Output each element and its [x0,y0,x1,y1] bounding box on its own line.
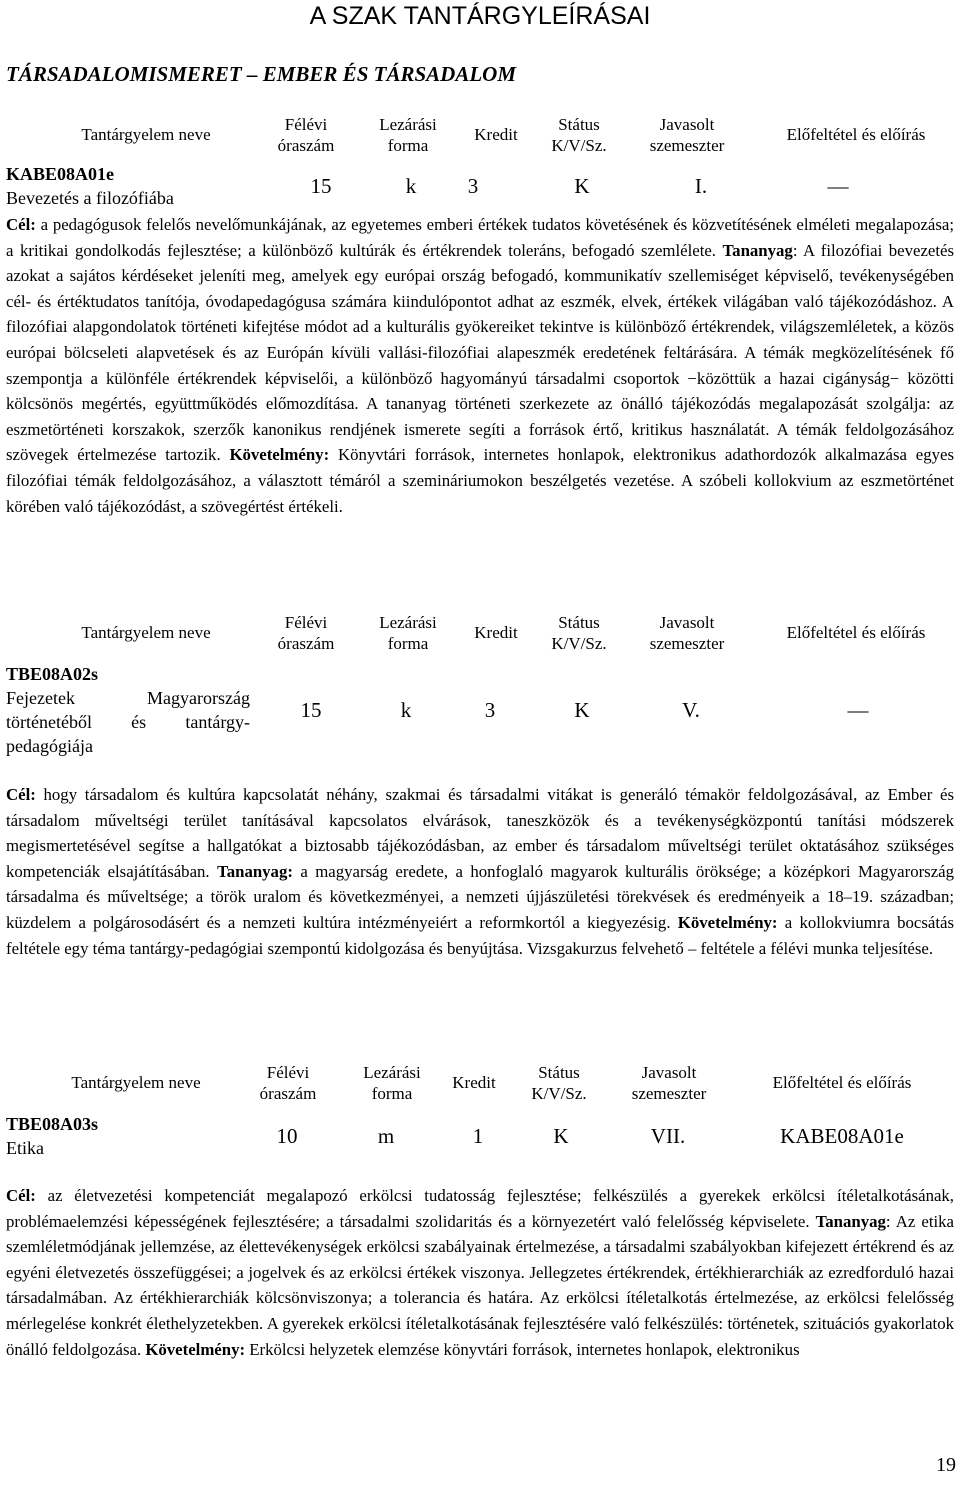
header-semester: Javasolt szemeszter [649,613,725,653]
course-exam: k [400,698,412,722]
course-hours: 15 [310,174,332,198]
header-credit: Kredit [474,623,518,642]
course-prereq: KABE08A01e [780,1124,904,1148]
header-prereq: Előfeltétel és előírás [786,125,926,144]
page-title: A SZAK TANTÁRGYLEÍRÁSAI [309,2,651,30]
course-status: K [574,698,590,722]
header-semester: Javasolt szemeszter [649,115,725,155]
header-hours: Félévi óraszám [277,613,335,653]
course-status: K [574,174,590,198]
course-block-1 [6,114,956,516]
course-description: Cél: hogy társadalom és kultúra kapcsolatát néhány, szakmai és társadalmi vitákat is generáló témakör feldolgozásával, az Ember és társadalom műveltségi terület tanításával kapcsolatos elvárások, taneszközök és a tevékenységközpontú tanítási módszerek megismertetésével segítse a hallgatókat a biztosabb tájékozódásban, az ember és társadalom műveltségi terület oktatásához szükséges kompetenciák elsajátításában. Tananyag: a magyarság eredete, a honfoglaló magyarok kulturális öröksége; a középkori Magyarország társadalma és műveltsége; a török uralom és következményei, a nemzeti újjászületési törekvések és eredményeik a 18–19. században; küzdelem a polgárosodásért és a nemzeti kultúra intézményeiért a reformkortól a kiegyezésig. Követelmény: a kollokviumra bocsátás feltétele egy téma tantárgy-pedagógiai szempontú kidolgozása és benyújtása. Vizsgakurzus felvehető – feltétele a félévi munka teljesítése. [6,785,954,958]
course-semester: V. [682,698,700,722]
course-header-row [6,612,956,660]
header-exam: Lezárási forma [379,613,437,653]
header-status: Státus K/V/Sz. [551,115,607,155]
header-semester: Javasolt szemeszter [631,1063,707,1103]
header-prereq: Előfeltétel és előírás [772,1073,912,1092]
course-semester: VII. [650,1124,686,1148]
header-status: Státus K/V/Sz. [551,613,607,653]
course-header-row [6,114,956,162]
course-prereq: — [847,698,869,722]
course-credit: 3 [467,174,479,198]
course-semester: I. [694,174,708,198]
header-credit: Kredit [474,125,518,144]
course-exam: k [405,174,417,198]
header-status: Státus K/V/Sz. [531,1063,587,1103]
course-credit: 3 [484,698,496,722]
course-credit: 1 [472,1124,484,1148]
header-hours: Félévi óraszám [259,1063,317,1103]
course-description: Cél: az életvezetési kompetenciát megalapozó erkölcsi tudatosság fejlesztése; felkészülés a gyerekek erkölcsi ítéletalkotásának, problémaelemzési képességének fejlesztésére; a társadalmi szolidaritás és a környezetért való felelősség képviselete. Tananyag: Az etika szemléletmódjának jellemzése, az élettevékenységek erkölcsi szabályainak értelmezése, a társadalmi szabályokban kifejezett értékrend és az egyéni életvezetés összefüggései; a jogelvek és az erkölcsi értékek viszonya. Jellegzetes értékrendek, értékhierarchiák az ezredforduló hazai társadalmában. Az értékhierarchiák kölcsönviszonya; a tolerancia és határa. Az erkölcsi ítéletalkotás értelmezése, az erkölcsi felelősség mérlegelése konkrét élethelyzetekben. A gyerekek erkölcsi ítéletalkotásának fejlesztésére való felkészülés: történetek, szituációs gyakorlatok önálló feldolgozása. Követelmény: Erkölcsi helyzetek elemzése könyvtári források, internetes honlapok, elektronikus [6,1186,954,1359]
course-code-name: TBE08A02s Fejezetek Magyarország történetéből és tantárgy-pedagógiája [6,664,250,756]
page-number: 19 [936,1454,956,1476]
course-block-3 [6,1062,956,1359]
course-exam: m [377,1124,395,1148]
course-header-row [6,1062,956,1110]
course-code-name: TBE08A03s Etika [6,1114,99,1158]
header-name: Tantárgyelem neve [81,623,211,642]
course-prereq: — [827,174,849,198]
course-status: K [553,1124,569,1148]
section-title: TÁRSADALOMISMERET – EMBER ÉS TÁRSADALOM [6,62,516,86]
header-hours: Félévi óraszám [277,115,335,155]
header-credit: Kredit [452,1073,496,1092]
header-exam: Lezárási forma [379,115,437,155]
header-exam: Lezárási forma [363,1063,421,1103]
header-prereq: Előfeltétel és előírás [786,623,926,642]
header-name: Tantárgyelem neve [71,1073,201,1092]
header-name: Tantárgyelem neve [81,125,211,144]
course-block-2 [6,612,956,958]
course-hours: 10 [276,1124,298,1148]
course-hours: 15 [300,698,322,722]
course-code-name: KABE08A01e Bevezetés a filozófiába [6,164,174,208]
course-description: Cél: a pedagógusok felelős nevelőmunkájának, az egyetemes emberi értékek tudatos követésének és közvetítésének elméleti megalapozása; a kritikai gondolkodás fejlesztése; a különböző kultúrák és értékrendek toleráns, befogadó szemlélete. Tananyag: A filozófiai bevezetés azokat a sajátos kérdéseket jeleníti meg, amelyek egy európai ország befogadó, kommunikatív szellemiséget képviselő, tevékenységében cél- és értéktudatos tanítója, óvodapedagógusa számára kiindulópontot adhat az eszmék, elvek, értékek világában való tájékozódáshoz. A filozófiai alapgondolatok történeti kifejtése módot ad a kulturális gyökereiket tekintve is különböző értékrendek, világszemléletek, a közös európai bölcseleti alapvetések és az Európán kívüli vallási-filozófiai alapeszmék eredetének feltárására. A témák megközelítésének fő szempontja a különféle értékrendek képviselői, a különböző hagyományú társadalmi csoportok −közöttük a hazai cigányság− közötti kölcsönös megértés, együttműködés előmozdítása. A tananyag történeti szerkezete az önálló tájékozódás megalapozását szolgálja: az eszmetörténeti korszakok, szerzők kanonikus rendjének ismerete segíti a források értő, kritikus használatát. A témák feldolgozásához szövegek értelmezése tartozik. Követelmény: Könyvtári források, internetes honlapok, elektronikus adathordozók alkalmazása egyes filozófiai témák feldolgozásához, a választott témáról a szemináriumokon beszélgetés vezetése. A szóbeli kollokvium az eszmetörténet körében való tájékozódást, a szövegértést értékeli. [6,215,954,516]
